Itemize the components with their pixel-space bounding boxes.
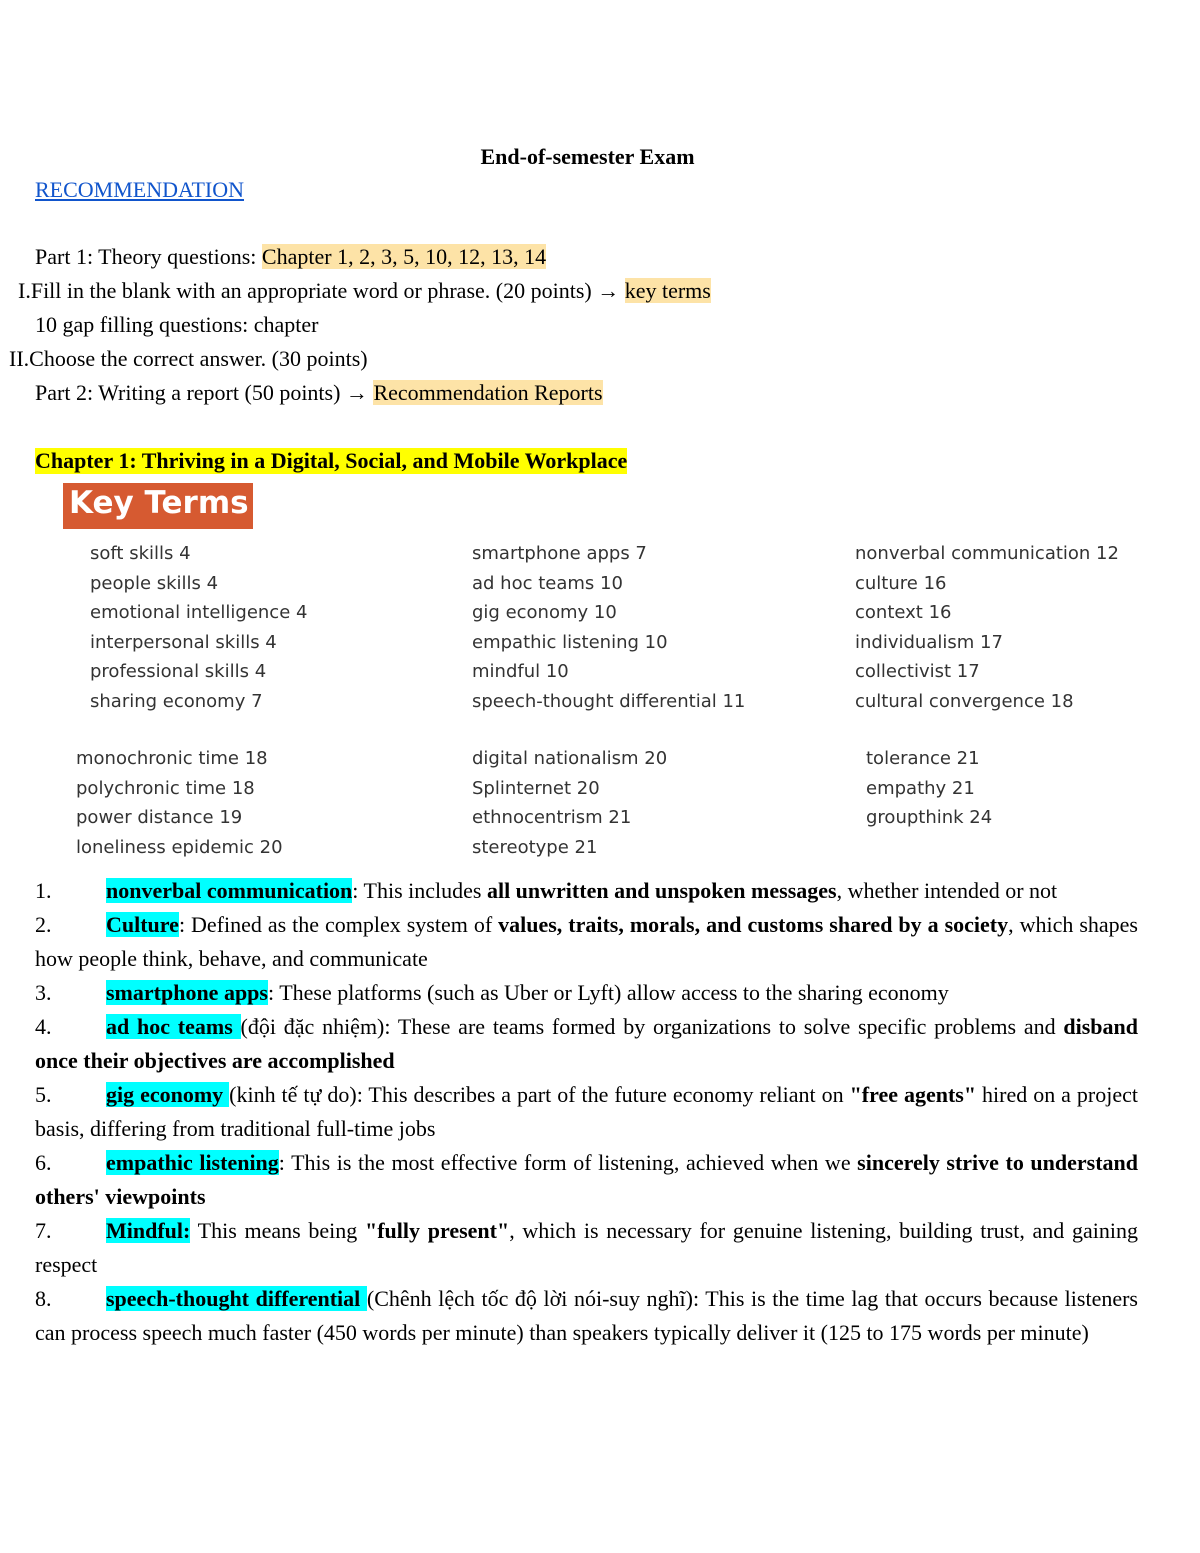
key-term: power distance 19 xyxy=(76,807,243,828)
key-term: sharing economy 7 xyxy=(90,690,263,712)
item-text: : These platforms (such as Uber or Lyft) allow access to the sharing economy xyxy=(267,980,949,1005)
key-terms-column-3 xyxy=(855,539,1119,716)
item-number: 1. xyxy=(35,878,52,903)
definition-item xyxy=(35,908,1138,976)
item-text: : Defined as the complex system of xyxy=(178,912,499,937)
recommendation-link[interactable]: RECOMMENDATION xyxy=(35,177,244,202)
key-term: mindful 10 xyxy=(472,661,569,682)
definition-item xyxy=(35,1282,1138,1350)
part1-chapters: Chapter 1, 2, 3, 5, 10, 12, 13, 14 xyxy=(261,244,547,269)
key-term: stereotype 21 xyxy=(472,836,598,858)
item-text: (Chênh lệch tốc độ lời nói-suy nghĩ): This is the time lag that occurs because listeners can process speech much faster (450 words per minute) than speakers typically deliver it (125 to 175 words per minute) xyxy=(35,1286,1138,1345)
key-term: smartphone apps 7 xyxy=(472,543,647,564)
key-term: ad hoc teams 10 xyxy=(472,572,623,594)
key-terms-column-4 xyxy=(76,744,283,862)
key-term: emotional intelligence 4 xyxy=(90,602,308,623)
key-term: loneliness epidemic 20 xyxy=(76,836,283,858)
item-term: speech-thought differential xyxy=(106,1286,367,1311)
definition-item xyxy=(35,874,1138,908)
key-terms-column-5 xyxy=(472,744,667,862)
item-emphasis: sincerely strive to understand others' viewpoints xyxy=(35,1150,1138,1209)
key-term: empathy 21 xyxy=(866,777,975,799)
question-2-text: Choose the correct answer. (30 points) xyxy=(29,346,368,371)
part1-prefix: Part 1: Theory questions: xyxy=(35,244,262,269)
question-2-line xyxy=(9,346,368,372)
part2-line xyxy=(35,380,603,406)
key-term: collectivist 17 xyxy=(855,661,980,682)
part1-line xyxy=(35,244,546,270)
item-number: 4. xyxy=(35,1014,52,1039)
item-number: 5. xyxy=(35,1082,52,1107)
item-term: empathic listening xyxy=(106,1150,279,1175)
item-term: Mindful: xyxy=(106,1218,191,1243)
key-term: empathic listening 10 xyxy=(472,631,668,653)
item-term: ad hoc teams xyxy=(106,1014,241,1039)
key-term: soft skills 4 xyxy=(90,543,191,564)
item-term: gig economy xyxy=(106,1082,230,1107)
key-term: individualism 17 xyxy=(855,631,1003,653)
item-text: This means being xyxy=(190,1218,365,1243)
key-terms-banner-label: Key Terms xyxy=(69,485,249,521)
item-text: (đội đặc nhiệm): These are teams formed by organizations to solve specific problems and xyxy=(240,1014,1064,1039)
key-terms-banner xyxy=(63,483,253,529)
key-term: Splinternet 20 xyxy=(472,777,600,799)
definition-item xyxy=(35,976,1138,1010)
question-1-line xyxy=(18,278,711,304)
key-terms-column-6 xyxy=(866,744,992,833)
key-terms-column-1 xyxy=(90,539,307,716)
item-text: (kinh tế tự do): This describes a part of the future economy reliant on xyxy=(229,1082,850,1107)
question-2-marker: II. xyxy=(9,346,30,371)
key-term: context 16 xyxy=(855,602,952,623)
page-title: End-of-semester Exam xyxy=(480,144,695,169)
key-term: polychronic time 18 xyxy=(76,777,255,799)
item-text: , which is necessary for genuine listening, building trust, and gaining respect xyxy=(35,1218,1139,1277)
key-terms-highlight: key terms xyxy=(624,278,711,303)
question-1-marker: I. xyxy=(18,278,31,303)
item-number: 3. xyxy=(35,980,52,1005)
key-terms-column-2 xyxy=(472,539,745,716)
item-emphasis: disband once their objectives are accomplished xyxy=(35,1014,1138,1073)
item-emphasis: "free agents" xyxy=(849,1082,977,1107)
key-term: professional skills 4 xyxy=(90,661,267,682)
definition-item xyxy=(35,1078,1138,1146)
key-term: ethnocentrism 21 xyxy=(472,807,632,828)
chapter-heading: Chapter 1: Thriving in a Digital, Social, and Mobile Workplace xyxy=(35,448,628,473)
key-term: cultural convergence 18 xyxy=(855,690,1074,712)
key-term: groupthink 24 xyxy=(866,807,993,828)
key-term: culture 16 xyxy=(855,572,947,594)
key-term: speech-thought differential 11 xyxy=(472,690,746,712)
item-emphasis: "fully present" xyxy=(365,1218,510,1243)
item-term: nonverbal communication xyxy=(106,878,353,903)
key-term: monochronic time 18 xyxy=(76,748,268,769)
item-emphasis: values, traits, morals, and customs shared by a society xyxy=(498,912,1009,937)
item-number: 6. xyxy=(35,1150,52,1175)
key-term: tolerance 21 xyxy=(866,748,980,769)
question-1-text: Fill in the blank with an appropriate word or phrase. (20 points) → xyxy=(30,278,625,303)
item-number: 7. xyxy=(35,1218,52,1243)
item-emphasis: all unwritten and unspoken messages xyxy=(486,878,837,903)
item-term: smartphone apps xyxy=(106,980,268,1005)
key-term: interpersonal skills 4 xyxy=(90,631,277,653)
item-term: Culture xyxy=(106,912,179,937)
definitions-list xyxy=(35,874,1138,1350)
definition-item xyxy=(35,1146,1138,1214)
item-text: , which shapes how people think, behave, and communicate xyxy=(35,912,1138,971)
definition-item xyxy=(35,1010,1138,1078)
item-text: : This includes xyxy=(352,878,487,903)
key-term: people skills 4 xyxy=(90,572,219,594)
key-term: nonverbal communication 12 xyxy=(855,543,1119,564)
item-text: , whether intended or not xyxy=(836,878,1058,903)
item-number: 2. xyxy=(35,912,52,937)
definition-item xyxy=(35,1214,1138,1282)
key-term: gig economy 10 xyxy=(472,602,617,623)
item-number: 8. xyxy=(35,1286,52,1311)
part2-prefix: Part 2: Writing a report (50 points) → xyxy=(35,380,374,405)
question-1-sub: 10 gap filling questions: chapter xyxy=(35,312,319,337)
item-text: : This is the most effective form of listening, achieved when we xyxy=(278,1150,858,1175)
key-term: digital nationalism 20 xyxy=(472,748,668,769)
recommendation-reports-highlight: Recommendation Reports xyxy=(373,380,603,405)
item-text: hired on a project basis, differing from traditional full-time jobs xyxy=(35,1082,1138,1141)
